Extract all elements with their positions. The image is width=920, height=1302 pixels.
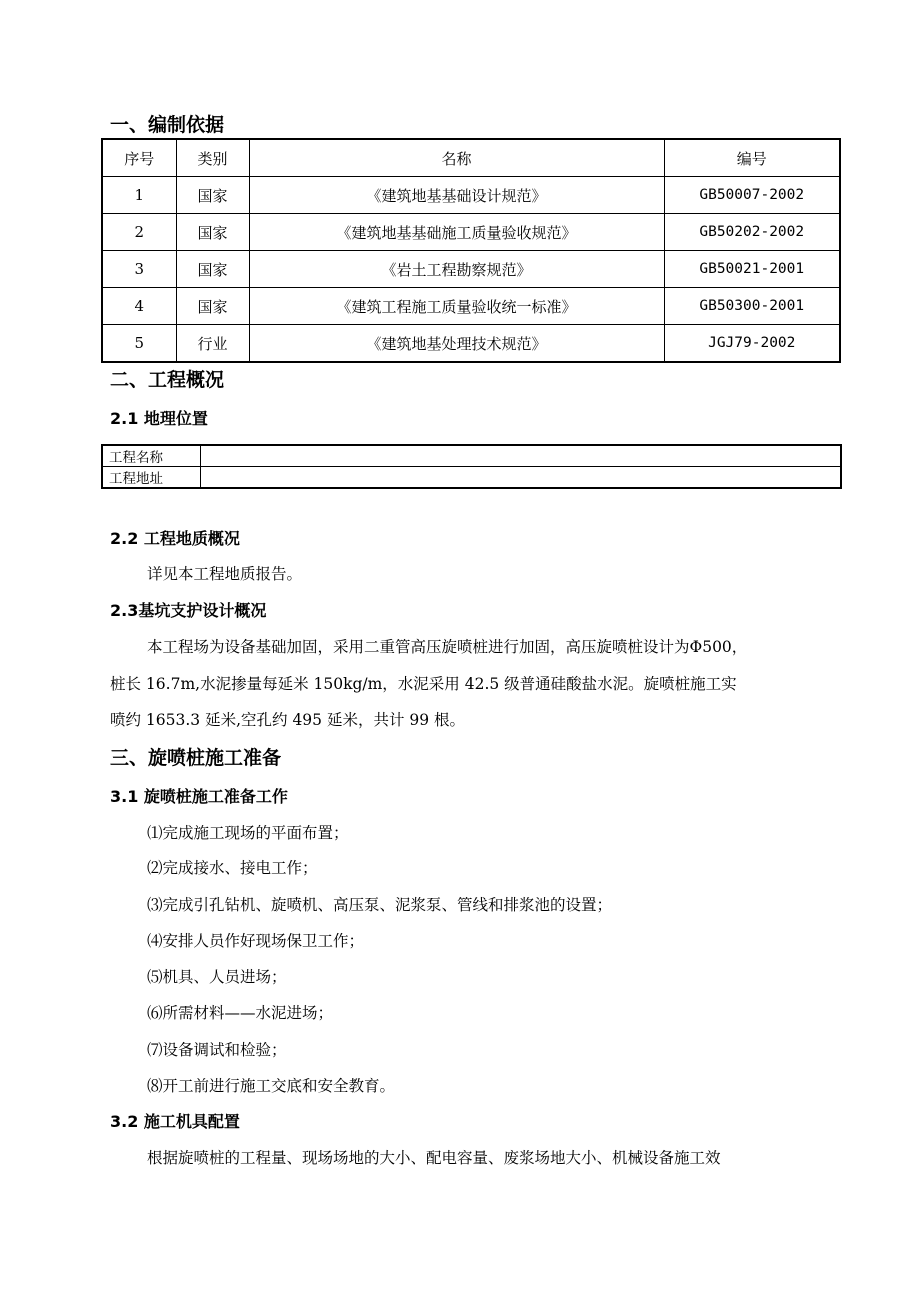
cell-category: 国家 <box>176 251 249 288</box>
cell-category: 行业 <box>176 325 249 363</box>
section2-title: 二、工程概况 <box>110 369 225 391</box>
list-item: ⑵完成接水、接电工作； <box>147 859 318 877</box>
header-category: 类别 <box>176 139 249 177</box>
design-text-line3: 喷约 1653.3 延米,空孔约 495 延米，共计 99 根。 <box>110 711 466 729</box>
section3-1-title: 3.1 旋喷桩施工准备工作 <box>110 787 288 806</box>
section2-1-title: 2.1 地理位置 <box>110 409 208 428</box>
list-item: ⑶完成引孔钻机、旋喷机、高压泵、泥浆泵、管线和排浆池的设置； <box>147 896 613 914</box>
cell-name: 《岩土工程勘察规范》 <box>249 251 664 288</box>
cell-code: JGJ79-2002 <box>664 325 840 363</box>
cell-no: 4 <box>102 288 176 325</box>
project-name-label: 工程名称 <box>102 445 200 467</box>
list-item: ⑷安排人员作好现场保卫工作； <box>147 932 365 950</box>
cell-no: 5 <box>102 325 176 363</box>
cell-code: GB50202-2002 <box>664 214 840 251</box>
project-address-label: 工程地址 <box>102 467 200 489</box>
project-name-value <box>200 445 841 467</box>
section3-title: 三、旋喷桩施工准备 <box>110 747 282 769</box>
cell-code: GB50300-2001 <box>664 288 840 325</box>
table-header-row <box>102 139 840 177</box>
cell-no: 2 <box>102 214 176 251</box>
cell-name: 《建筑地基处理技术规范》 <box>249 325 664 363</box>
design-text-line1: 本工程场为设备基础加固，采用二重管高压旋喷桩进行加固，高压旋喷桩设计为Φ500， <box>147 638 748 656</box>
section2-2-title: 2.2 工程地质概况 <box>110 529 240 548</box>
header-code: 编号 <box>664 139 840 177</box>
table-row <box>102 214 840 251</box>
cell-name: 《建筑地基基础设计规范》 <box>249 177 664 214</box>
table-row <box>102 177 840 214</box>
cell-name: 《建筑地基基础施工质量验收规范》 <box>249 214 664 251</box>
cell-category: 国家 <box>176 288 249 325</box>
project-address-value <box>200 467 841 489</box>
table-row <box>102 251 840 288</box>
location-table <box>101 444 842 489</box>
table-row <box>102 467 841 489</box>
list-item: ⑻开工前进行施工交底和安全教育。 <box>147 1077 396 1095</box>
cell-code: GB50021-2001 <box>664 251 840 288</box>
equipment-text: 根据旋喷桩的工程量、现场场地的大小、配电容量、废浆场地大小、机械设备施工效 <box>147 1149 721 1167</box>
header-no: 序号 <box>102 139 176 177</box>
standards-table <box>101 138 841 363</box>
cell-category: 国家 <box>176 214 249 251</box>
list-item: ⑺设备调试和检验； <box>147 1041 287 1059</box>
cell-code: GB50007-2002 <box>664 177 840 214</box>
table-row <box>102 445 841 467</box>
list-item: ⑹所需材料——水泥进场； <box>147 1004 334 1022</box>
section1-title: 一、编制依据 <box>110 114 225 136</box>
section3-2-title: 3.2 施工机具配置 <box>110 1112 240 1131</box>
header-name: 名称 <box>249 139 664 177</box>
list-item: ⑸机具、人员进场； <box>147 968 287 986</box>
cell-no: 3 <box>102 251 176 288</box>
cell-no: 1 <box>102 177 176 214</box>
cell-name: 《建筑工程施工质量验收统一标准》 <box>249 288 664 325</box>
design-text-line2: 桩长 16.7m,水泥掺量每延米 150kg/m，水泥采用 42.5 级普通硅酸盐水泥。旋喷桩施工实 <box>110 675 737 693</box>
cell-category: 国家 <box>176 177 249 214</box>
list-item: ⑴完成施工现场的平面布置； <box>147 824 349 842</box>
table-row <box>102 325 840 363</box>
geology-text: 详见本工程地质报告。 <box>147 565 303 583</box>
section2-3-title: 2.3基坑支护设计概况 <box>110 601 267 620</box>
table-row <box>102 288 840 325</box>
